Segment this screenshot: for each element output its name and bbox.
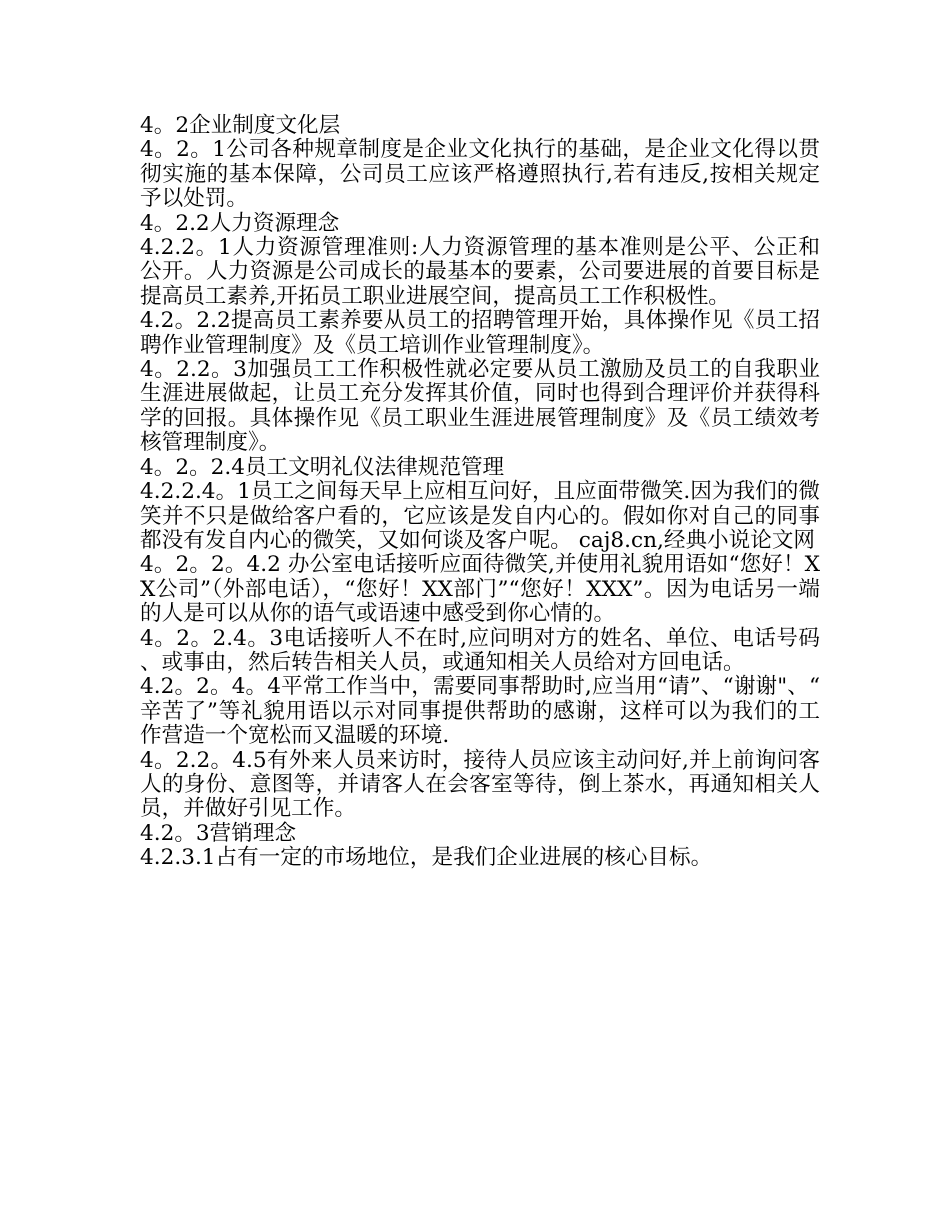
paragraph-4-2-2-4-2: 4。2。2。4.2 办公室电话接听应面待微笑,并使用礼貌用语如“您好！XX公司”（外部电话），“您好！XX部门”“您好！XXX”。因为电话另一端的人是可以从你的语气或语速中感受到你心情的。	[140, 552, 820, 627]
heading-4-2-2: 4。2.2人力资源理念	[140, 210, 340, 236]
paragraph-4-2-2-4-5: 4。2.2。4.5有外来人员来访时，接待人员应该主动问好,并上前询问客人的身份、意图等，并请客人在会客室等待，倒上茶水，再通知相关人员，并做好引见工作。	[140, 747, 820, 822]
paragraph-4-2-3-1: 4.2.3.1占有一定的市场地位，是我们企业进展的核心目标。	[140, 845, 713, 871]
paragraph-4-2-2-4-3: 4。2。2.4。3电话接听人不在时,应问明对方的姓名、单位、电话号码、或事由，然后转告相关人员，或通知相关人员给对方回电话。	[140, 625, 820, 675]
document-body	[140, 114, 820, 871]
paragraph-4-2-2-4-4: 4.2。2。4。4平常工作当中，需要同事帮助时,应当用“请”、“谢谢"、“辛苦了”等礼貌用语以示对同事提供帮助的感谢，这样可以为我们的工作营造一个宽松而又温暖的环境.	[140, 674, 820, 749]
paragraph-4-2-2-1: 4.2.2。1人力资源管理准则:人力资源管理的基本准则是公平、公正和公开。人力资源是公司成长的最基本的要素，公司要进展的首要目标是提高员工素养,开拓员工职业进展空间，提高员工工作积极性。	[140, 235, 820, 309]
heading-4-2-2-4: 4。2。2.4员工文明礼仪法律规范管理	[140, 454, 505, 480]
paragraph-4-2-2-2: 4.2。2.2提高员工素养要从员工的招聘管理开始，具体操作见《员工招聘作业管理制度》及《员工培训作业管理制度》。	[140, 308, 820, 358]
heading-4-2-3: 4.2。3营销理念	[140, 820, 297, 846]
paragraph-4-2-2-4-1: 4.2.2.4。1员工之间每天早上应相互问好，且应面带微笑.因为我们的微笑并不只是做给客户看的，它应该是发自内心的。假如你对自己的同事都没有发自内心的微笑，又如何谈及客户呢。 caj8.cn,经典小说论文网	[140, 479, 820, 553]
paragraph-4-2-1: 4。2。1公司各种规章制度是企业文化执行的基础，是企业文化得以贯彻实施的基本保障，公司员工应该严格遵照执行,若有违反,按相关规定予以处罚。	[140, 137, 820, 212]
paragraph-4-2-2-3: 4。2.2。3加强员工工作积极性就必定要从员工激励及员工的自我职业生涯进展做起，让员工充分发挥其价值，同时也得到合理评价并获得科学的回报。具体操作见《员工职业生涯进展管理制度》及《员工绩效考核管理制度》。	[140, 357, 820, 456]
heading-4-2: 4。2企业制度文化层	[140, 113, 341, 138]
